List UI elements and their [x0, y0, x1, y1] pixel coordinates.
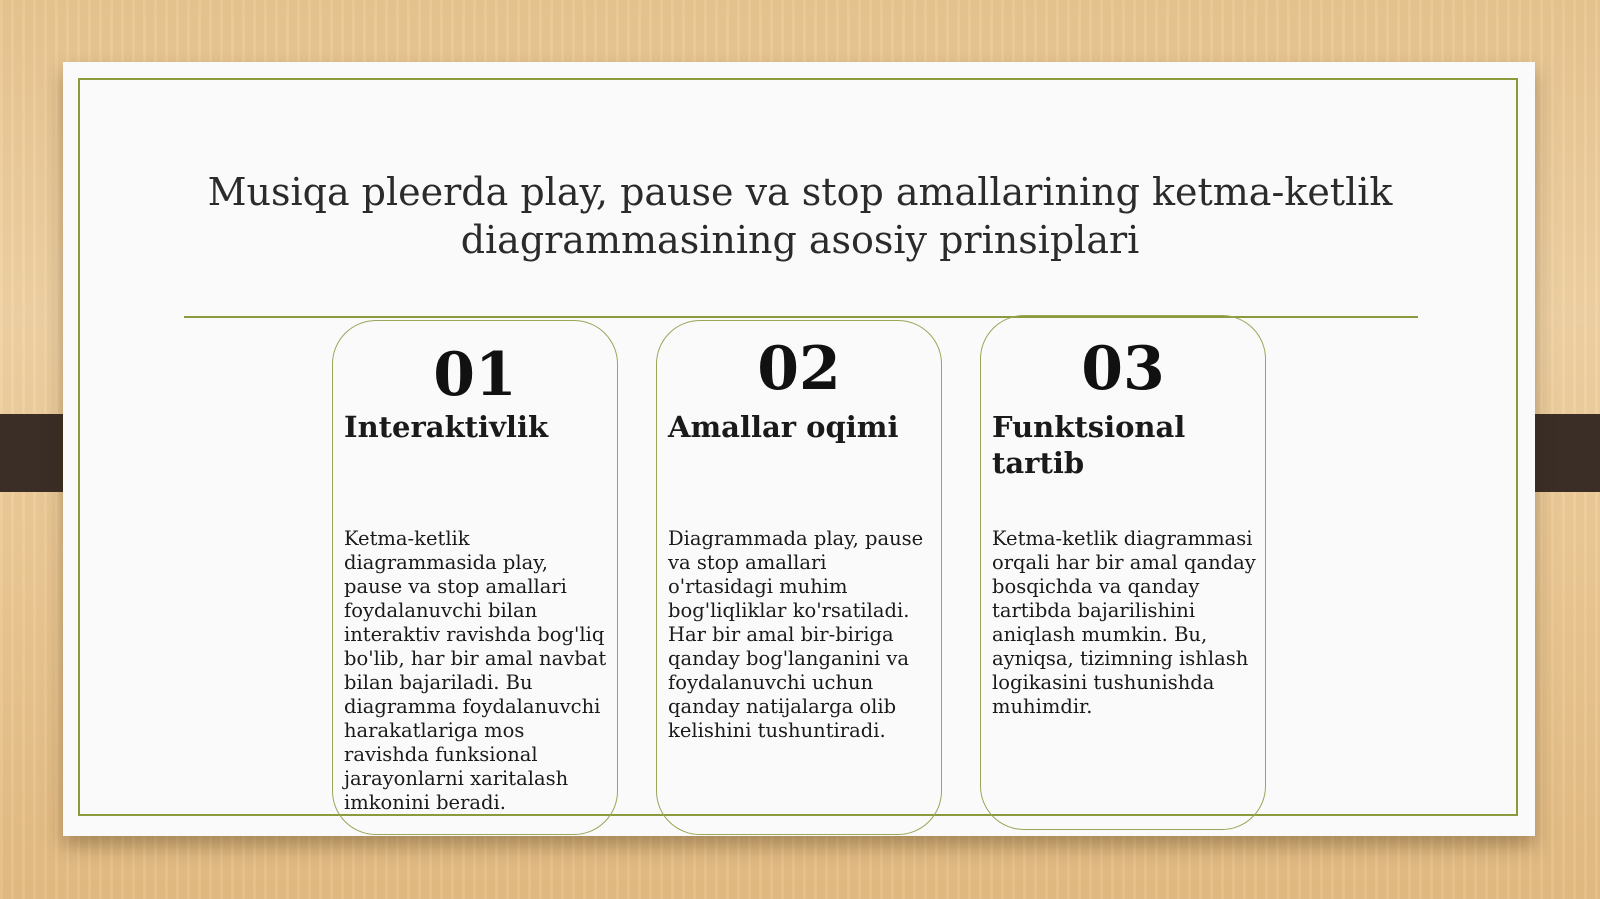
card-heading: Interaktivlik	[344, 410, 549, 444]
card-amallar-oqimi	[656, 320, 942, 835]
card-body: Diagrammada play, pause va stop amallari o'rtasidagi muhim bog'liqliklar ko'rsatiladi. Har bir amal bir-biriga qanday bog'langanini va foydalanuvchi uchun qanday natijalarga olib kelishini tushuntiradi.	[668, 527, 924, 742]
slide-title: Musiqa pleerda play, pause va stop amallarining ketma-ketlik diagrammasining asosiy prinsiplari	[207, 170, 1393, 262]
card-number: 01	[433, 340, 517, 410]
card-heading: Amallar oqimi	[668, 410, 899, 444]
card-interaktivlik	[332, 320, 618, 835]
card-number: 03	[1081, 334, 1165, 404]
card-body: Ketma-ketlik diagrammasida play, pause va stop amallari foydalanuvchi bilan interaktiv ravishda bog'liq bo'lib, har bir amal navbat bilan bajariladi. Bu diagramma foydalanuvchi harakatlariga mos ravishda funksional jarayonlarni xaritalash imkonini beradi.	[344, 527, 607, 814]
card-number: 02	[757, 334, 841, 404]
card-funktsional-tartib	[980, 315, 1266, 830]
card-heading: Funktsional tartib	[992, 410, 1186, 480]
card-body: Ketma-ketlik diagrammasi orqali har bir amal qanday bosqichda va qanday tartibda bajarilishini aniqlash mumkin. Bu, ayniqsa, tizimning ishlash logikasini tushunishda muhimdir.	[992, 527, 1256, 718]
